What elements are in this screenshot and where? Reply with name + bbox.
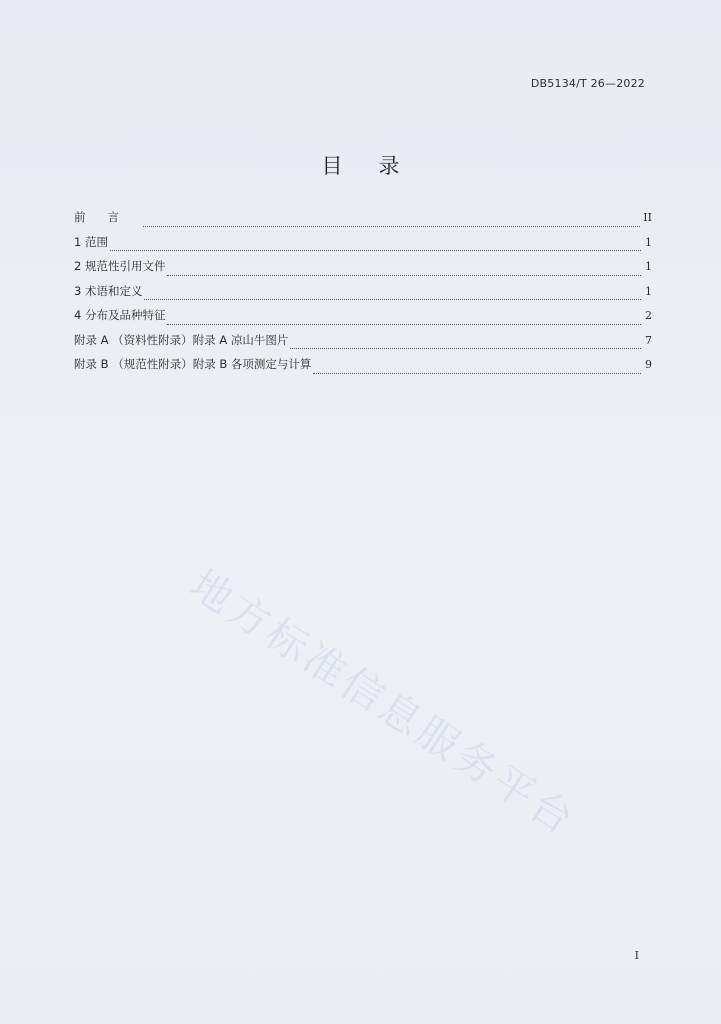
watermark-text: 地方标准信息服务平台 — [181, 560, 585, 846]
toc-entry-label: 前言 — [74, 210, 141, 224]
toc-title-char-1: 目 — [321, 154, 343, 178]
toc-entry-label: 附录 A （资料性附录）附录 A 凉山牛图片 — [74, 332, 289, 347]
toc-entry-distribution-breed[interactable] — [74, 307, 652, 332]
page-number: I — [634, 949, 639, 962]
toc-leader-dots — [290, 348, 641, 349]
toc-leader-dots — [144, 299, 641, 300]
toc-title — [0, 150, 721, 180]
toc-entry-terms-definitions[interactable] — [74, 283, 652, 308]
toc-entry-label: 4 分布及品种特征 — [74, 308, 166, 322]
toc-list — [74, 209, 652, 381]
toc-title-char-2: 录 — [378, 154, 400, 178]
toc-entry-page: 1 — [645, 284, 652, 298]
toc-entry-page: II — [643, 211, 652, 224]
toc-entry-page: 2 — [645, 309, 652, 322]
toc-leader-dots — [143, 226, 640, 227]
toc-leader-dots — [110, 250, 641, 251]
toc-entry-appendix-b[interactable] — [74, 356, 652, 381]
toc-entry-normative-references[interactable] — [74, 258, 652, 283]
toc-entry-label: 3 术语和定义 — [74, 283, 143, 298]
standard-code: DB5134/T 26—2022 — [530, 77, 645, 90]
toc-entry-page: 7 — [645, 333, 652, 347]
toc-leader-dots — [313, 373, 641, 374]
toc-entry-page: 1 — [645, 260, 652, 273]
toc-entry-label: 附录 B （规范性附录）附录 B 各项测定与计算 — [74, 357, 312, 371]
toc-entry-scope[interactable] — [74, 234, 652, 259]
toc-leader-dots — [167, 275, 641, 276]
toc-entry-page: 9 — [645, 358, 652, 371]
toc-entry-label: 2 规范性引用文件 — [74, 259, 166, 273]
toc-leader-dots — [167, 324, 641, 325]
toc-entry-label: 1 范围 — [74, 234, 108, 249]
toc-entry-page: 1 — [645, 235, 652, 249]
toc-entry-foreword[interactable] — [74, 209, 652, 234]
toc-entry-appendix-a[interactable] — [74, 332, 652, 357]
